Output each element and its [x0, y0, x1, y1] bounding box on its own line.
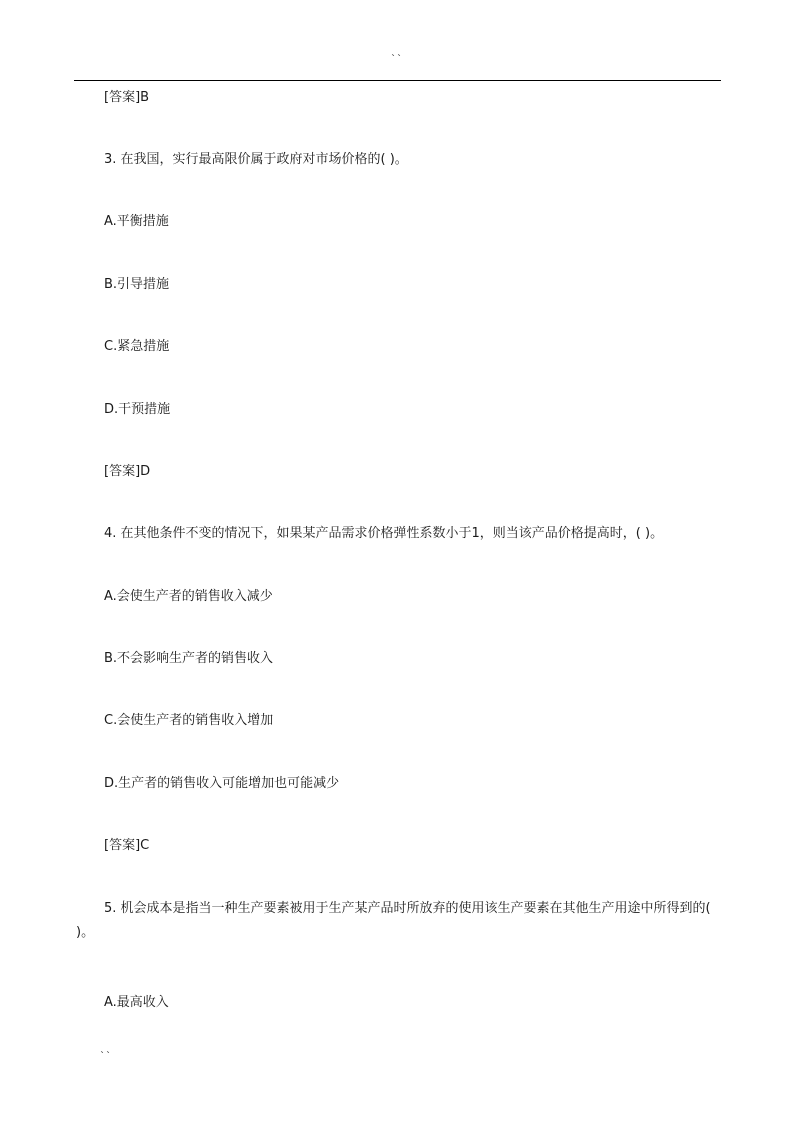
question-4-option-a: A.会使生产者的销售收入减少 — [104, 589, 273, 604]
question-4-option-b: B.不会影响生产者的销售收入 — [104, 651, 274, 666]
question-4-option-c: C.会使生产者的销售收入增加 — [104, 713, 274, 728]
question-5-stem: 5. 机会成本是指当一种生产要素被用于生产某产品时所放弃的使用该生产要素在其他生产用途中所得到的( )。 — [76, 901, 711, 940]
question-4-stem: 4. 在其他条件不变的情况下，如果某产品需求价格弹性系数小于1，则当该产品价格提高时，( )。 — [104, 526, 664, 541]
answer-q4: [答案]C — [104, 838, 150, 853]
question-3-stem: 3. 在我国，实行最高限价属于政府对市场价格的( )。 — [104, 152, 408, 167]
question-3-option-d: D.干预措施 — [104, 402, 171, 417]
question-4-option-d: D.生产者的销售收入可能增加也可能减少 — [104, 776, 340, 791]
question-3-option-c: C.紧急措施 — [104, 339, 170, 354]
answer-q3: [答案]D — [104, 464, 151, 479]
answer-q2: [答案]B — [104, 90, 150, 105]
question-5-option-a: A.最高收入 — [104, 995, 169, 1010]
header-rule — [74, 80, 721, 81]
footer-mark: `` — [100, 1051, 112, 1062]
header-mark: `` — [391, 54, 403, 65]
question-3-option-a: A.平衡措施 — [104, 214, 169, 229]
question-3-option-b: B.引导措施 — [104, 277, 170, 292]
